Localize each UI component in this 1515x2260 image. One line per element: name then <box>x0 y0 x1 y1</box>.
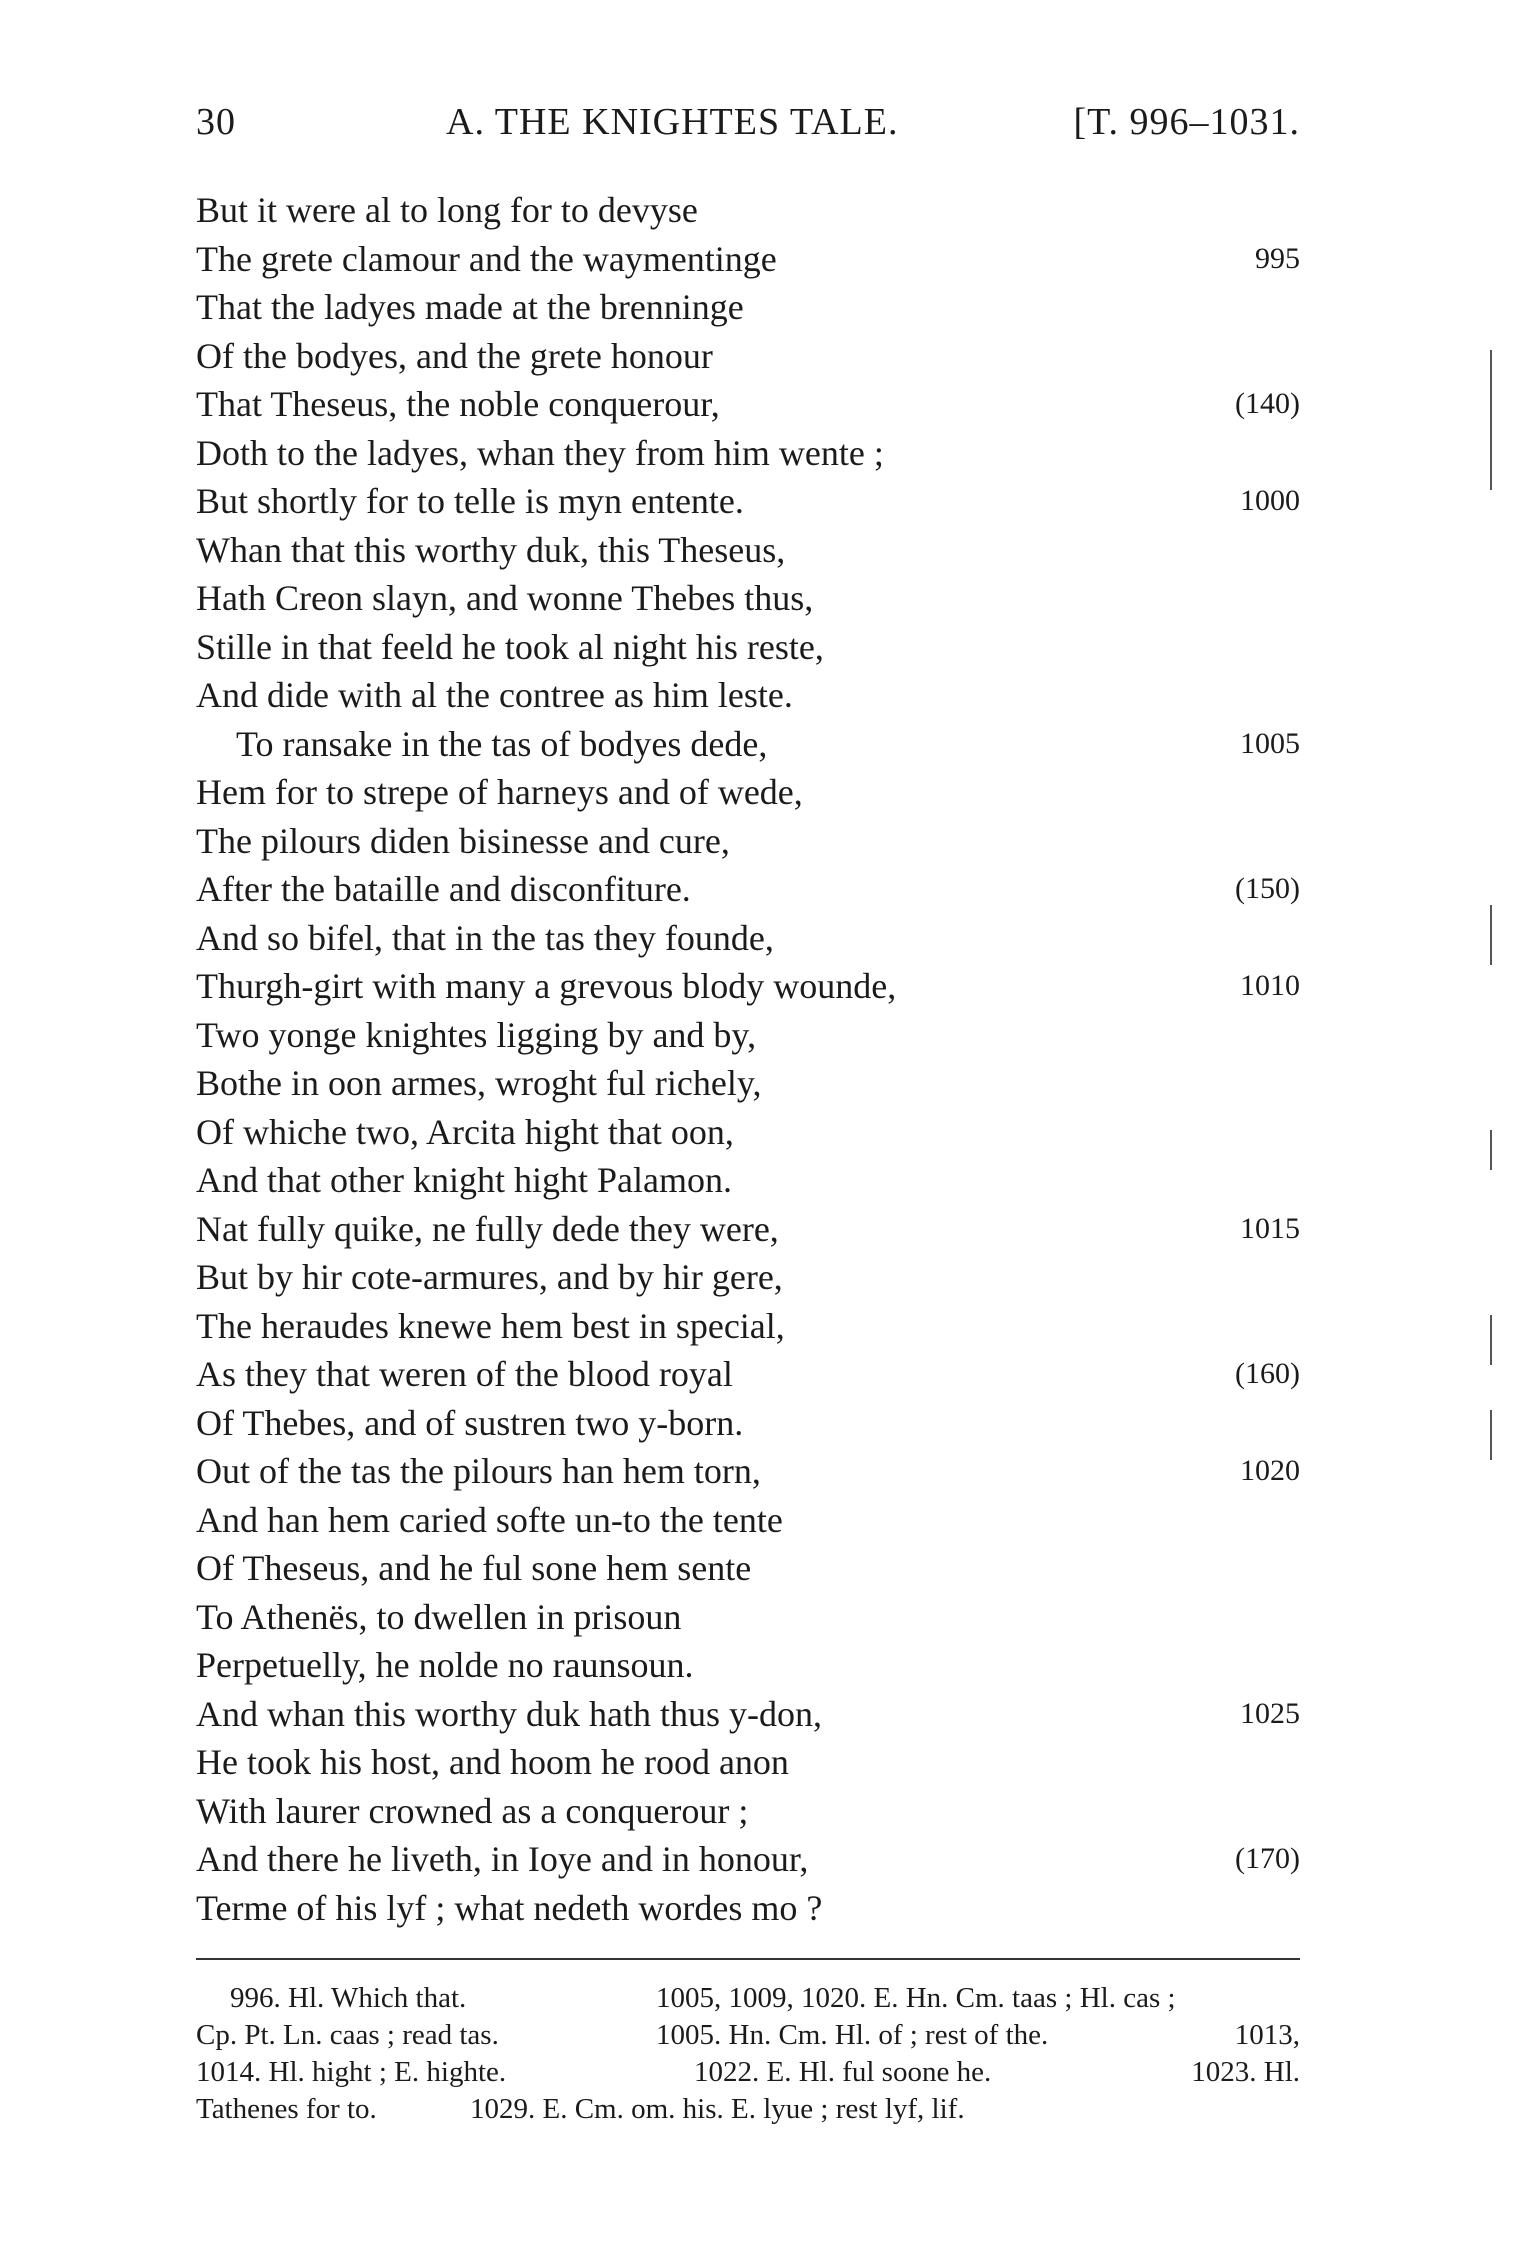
footnote-divider <box>196 1958 1300 1960</box>
verse-line <box>196 865 1300 914</box>
verse-line <box>196 1108 1300 1157</box>
verse-line <box>196 1156 1300 1205</box>
verse-line <box>196 1738 1300 1787</box>
verse-line <box>196 1787 1300 1836</box>
verse-text: And that other knight hight Palamon. <box>196 1160 732 1200</box>
verse-text: But it were al to long for to devyse <box>196 190 698 230</box>
verse-line <box>196 1205 1300 1254</box>
verse-text: Out of the tas the pilours han hem torn, <box>196 1451 761 1491</box>
verse-text: Terme of his lyf ; what nedeth wordes mo ? <box>196 1887 823 1928</box>
line-number: (170) <box>1235 1842 1300 1875</box>
verse-text: And dide with al the contree as him leste. <box>196 675 793 715</box>
verse-line <box>196 1253 1300 1302</box>
verse-text: As they that weren of the blood royal <box>196 1354 733 1394</box>
verse-line <box>196 1641 1300 1690</box>
verse-line <box>196 283 1300 332</box>
footnote-line <box>196 2091 1300 2128</box>
verse-text: Of the bodyes, and the grete honour <box>196 335 713 376</box>
footnotes <box>196 1980 1300 2128</box>
page-title: A. THE KNIGHTES TALE. <box>446 101 899 143</box>
margin-marks <box>1490 0 1496 2260</box>
line-number: (140) <box>1235 387 1300 420</box>
verse-text: Of whiche two, Arcita hight that oon, <box>196 1111 734 1152</box>
verse-line <box>196 526 1300 575</box>
verse-text: Stille in that feeld he took al night his reste, <box>196 626 824 667</box>
verse-line <box>196 671 1300 720</box>
running-header <box>196 100 1300 160</box>
verse-text: That Theseus, the noble conquerour, <box>196 384 720 424</box>
verse-line <box>196 914 1300 963</box>
verse-line <box>196 1011 1300 1060</box>
line-number: 1005 <box>1240 726 1300 760</box>
verse-text: To Athenës, to dwellen in prisoun <box>196 1596 682 1637</box>
line-number: 995 <box>1255 241 1300 275</box>
verse-line <box>196 768 1300 817</box>
margin-mark <box>1490 1130 1492 1170</box>
verse-text: Bothe in oon armes, wroght ful richely, <box>196 1063 762 1103</box>
margin-mark <box>1490 905 1492 965</box>
margin-mark <box>1490 1410 1492 1460</box>
verse-text: Whan that this worthy duk, this Theseus, <box>196 529 786 570</box>
footnote: Tathenes for to. <box>196 2093 377 2125</box>
line-number: 1020 <box>1240 1454 1300 1487</box>
verse-text: Thurgh-girt with many a grevous blody wounde, <box>196 966 897 1006</box>
verse-line <box>196 720 1300 769</box>
verse-line <box>196 1593 1300 1642</box>
verse-line <box>196 1496 1300 1545</box>
footnote-line <box>196 1980 1300 2017</box>
verse-line <box>196 1399 1300 1448</box>
verse-text: Perpetuelly, he nolde no raunsoun. <box>196 1645 694 1685</box>
verse-text: Hath Creon slayn, and wonne Thebes thus, <box>196 578 814 618</box>
verse-text: With laurer crowned as a conquerour ; <box>196 1790 749 1831</box>
verse-text: But by hir cote-armures, and by hir gere, <box>196 1257 783 1297</box>
page-number: 30 <box>196 101 236 143</box>
line-number: 1025 <box>1240 1696 1300 1730</box>
footnote: Cp. Pt. Ln. caas ; read tas. <box>196 2019 499 2051</box>
footnote: 1029. E. Cm. om. his. E. lyue ; rest lyf, lif. <box>470 2093 965 2125</box>
verse-line <box>196 1447 1300 1496</box>
verse-text: The heraudes knewe hem best in special, <box>196 1305 785 1346</box>
verse-line <box>196 1544 1300 1593</box>
footnote: 1023. Hl. <box>1191 2056 1300 2088</box>
footnote-line <box>196 2017 1300 2054</box>
footnote-line <box>196 2054 1300 2091</box>
line-number: 1000 <box>1240 484 1300 517</box>
verse-line <box>196 962 1300 1011</box>
verse-text: Hem for to strepe of harneys and of wede, <box>196 772 803 812</box>
line-number: (160) <box>1235 1357 1300 1390</box>
footnote: 1005, 1009, 1020. E. Hn. Cm. taas ; Hl. cas ; <box>656 1982 1176 2014</box>
margin-mark <box>1490 1315 1492 1365</box>
verse-text: And so bifel, that in the tas they founde, <box>196 917 774 958</box>
verse-list <box>196 186 1300 1932</box>
verse-line <box>196 1690 1300 1739</box>
verse-text: That the ladyes made at the brenninge <box>196 287 744 327</box>
verse-line <box>196 235 1300 284</box>
verse-line <box>196 574 1300 623</box>
line-number: (150) <box>1235 872 1300 905</box>
line-number: 1015 <box>1240 1211 1300 1245</box>
footnote: 1014. Hl. hight ; E. highte. <box>196 2056 507 2088</box>
verse-text: Of Theseus, and he ful sone hem sente <box>196 1548 752 1588</box>
verse-line <box>196 477 1300 526</box>
verse-text: After the bataille and disconfiture. <box>196 869 691 909</box>
verse-text: To ransake in the tas of bodyes dede, <box>236 723 768 764</box>
footnote: 1022. E. Hl. ful soone he. <box>694 2056 992 2088</box>
verse-text: Doth to the ladyes, whan they from him wente ; <box>196 432 884 473</box>
verse-line <box>196 1302 1300 1351</box>
verse-line <box>196 623 1300 672</box>
verse-text: The grete clamour and the waymentinge <box>196 238 777 279</box>
footnote: 1005. Hn. Cm. Hl. of ; rest of the. <box>656 2019 1049 2051</box>
verse-line <box>196 817 1300 866</box>
verse-line <box>196 429 1300 478</box>
verse-line <box>196 1884 1300 1933</box>
verse-text: Two yonge knightes ligging by and by, <box>196 1014 757 1055</box>
footnote: 1013, <box>1234 2019 1300 2051</box>
verse-text: Nat fully quike, ne fully dede they were, <box>196 1208 779 1249</box>
verse-text: He took his host, and hoom he rood anon <box>196 1742 789 1782</box>
verse-text: But shortly for to telle is myn entente. <box>196 481 744 521</box>
verse-line <box>196 1350 1300 1399</box>
verse-line <box>196 1835 1300 1884</box>
verse-text: And han hem caried softe un-to the tente <box>196 1499 783 1540</box>
line-range: [T. 996–1031. <box>1073 101 1300 143</box>
verse-text: The pilours diden bisinesse and cure, <box>196 820 730 861</box>
margin-mark <box>1490 350 1492 490</box>
verse-line <box>196 186 1300 235</box>
verse-text: And there he liveth, in Ioye and in honour, <box>196 1839 809 1879</box>
verse-text: Of Thebes, and of sustren two y-born. <box>196 1402 744 1443</box>
verse-line <box>196 332 1300 381</box>
line-number: 1010 <box>1240 969 1300 1002</box>
verse-line <box>196 380 1300 429</box>
footnote: 996. Hl. Which that. <box>230 1982 467 2014</box>
verse-line <box>196 1059 1300 1108</box>
verse-text: And whan this worthy duk hath thus y-don, <box>196 1693 822 1734</box>
